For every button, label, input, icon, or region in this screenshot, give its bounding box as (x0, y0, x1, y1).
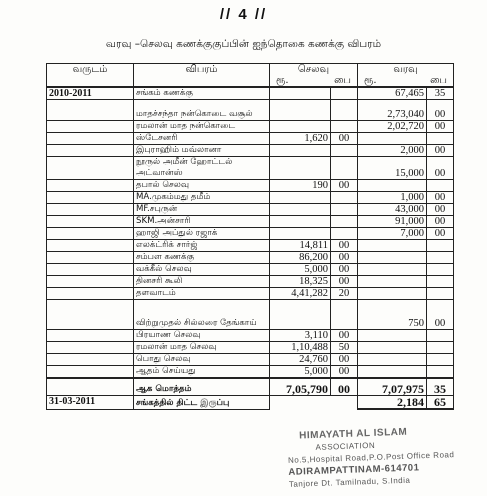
row-expense-rupees (270, 121, 331, 133)
ledger-row (47, 145, 454, 157)
ledger-row (47, 216, 454, 228)
row-income-rupees (358, 180, 427, 192)
balance-income-paise: 65 (427, 395, 454, 409)
stamp-line-1: HIMAYATH AL ISLAM (298, 426, 408, 442)
total-expense-paise: 00 (331, 378, 358, 395)
row-year (47, 192, 134, 204)
balance-date: 31-03-2011 (47, 395, 134, 409)
row-expense-paise: 00 (331, 276, 358, 288)
row-year (47, 252, 134, 264)
ledger-table (46, 63, 454, 410)
row-year (47, 330, 134, 342)
row-income-rupees: 2,73,040 (358, 100, 427, 121)
ledger-row (47, 354, 454, 366)
row-expense-paise (331, 87, 358, 100)
stamp-line-2: ASSOCIATION (315, 440, 376, 452)
row-description: MF.சபுருன் (134, 204, 270, 216)
row-expense-rupees (270, 157, 331, 180)
ledger-row (47, 264, 454, 276)
row-expense-paise (331, 145, 358, 157)
row-description: நூருல் அமீன் ஹோட்டல் அட்வான்ஸ் (134, 157, 270, 180)
row-expense-paise (331, 192, 358, 204)
row-income-paise (427, 342, 454, 354)
row-description: ரமலான் மாத நன்கொடை (134, 121, 270, 133)
row-year (47, 288, 134, 300)
header-income-paise: பை (430, 75, 447, 86)
row-expense-paise: 50 (331, 342, 358, 354)
header-income-label: வரவு (393, 64, 418, 75)
row-income-rupees (358, 133, 427, 145)
row-description: இபுராஹிம் மவ்லானா (134, 145, 270, 157)
ledger-row (47, 204, 454, 216)
total-income-paise: 35 (427, 378, 454, 395)
stamp-line-5: Tanjore Dt. Tamilnadu, S.India (288, 475, 411, 489)
ledger-row (47, 252, 454, 264)
row-expense-paise (331, 157, 358, 180)
row-expense-rupees: 5,000 (270, 264, 331, 276)
header-expense-rupees: ரூ. (276, 75, 289, 86)
ledger-row (47, 133, 454, 145)
row-description: தபால் செலவு (134, 180, 270, 192)
header-income-rupees: ரூ. (364, 75, 377, 86)
ledger-row (47, 121, 454, 133)
row-income-paise (427, 288, 454, 300)
row-expense-rupees (270, 216, 331, 228)
row-year (47, 366, 134, 379)
ledger-row (47, 300, 454, 330)
ledger-row (47, 330, 454, 342)
ledger-row (47, 342, 454, 354)
row-expense-paise (331, 121, 358, 133)
row-expense-rupees: 4,41,282 (270, 288, 331, 300)
ledger-body (47, 87, 454, 378)
row-income-rupees: 1,000 (358, 192, 427, 204)
total-expense-rupees: 7,05,790 (270, 378, 331, 395)
page-number: // 4 // (219, 6, 268, 23)
row-expense-rupees (270, 87, 331, 100)
row-income-rupees (358, 330, 427, 342)
ledger-row (47, 240, 454, 252)
row-income-paise (427, 330, 454, 342)
row-expense-paise: 00 (331, 330, 358, 342)
row-expense-paise (331, 228, 358, 240)
row-income-rupees: 2,000 (358, 145, 427, 157)
row-expense-rupees: 190 (270, 180, 331, 192)
balance-empty-1 (270, 395, 331, 409)
ledger-row (47, 87, 454, 100)
ledger-row (47, 100, 454, 121)
row-expense-rupees (270, 100, 331, 121)
row-income-paise (427, 180, 454, 192)
row-expense-paise: 00 (331, 133, 358, 145)
row-year (47, 133, 134, 145)
row-description: சங்கம் கணக்கு (134, 87, 270, 100)
row-income-paise: 00 (427, 121, 454, 133)
row-income-rupees (358, 252, 427, 264)
header-year: வருடம் (47, 64, 134, 88)
row-expense-paise: 00 (331, 180, 358, 192)
row-expense-paise (331, 216, 358, 228)
row-year (47, 300, 134, 330)
row-income-rupees (358, 276, 427, 288)
row-year (47, 216, 134, 228)
row-year (47, 342, 134, 354)
row-expense-paise: 20 (331, 288, 358, 300)
row-expense-rupees (270, 204, 331, 216)
row-income-paise: 00 (427, 300, 454, 330)
row-income-rupees: 2,02,720 (358, 121, 427, 133)
row-description: ஸ்டேசனரி (134, 133, 270, 145)
row-expense-rupees: 5,000 (270, 366, 331, 379)
row-income-paise: 00 (427, 228, 454, 240)
row-expense-rupees: 24,760 (270, 354, 331, 366)
row-description: சம்பள கணக்கு (134, 252, 270, 264)
row-expense-rupees: 1,10,488 (270, 342, 331, 354)
total-income-rupees: 7,07,975 (358, 378, 427, 395)
row-income-rupees: 15,000 (358, 157, 427, 180)
row-expense-rupees: 14,811 (270, 240, 331, 252)
row-income-paise (427, 264, 454, 276)
row-expense-rupees: 1,620 (270, 133, 331, 145)
row-description: தளவாடம் (134, 288, 270, 300)
row-income-paise (427, 354, 454, 366)
stamp-line-4: ADIRAMPATTINAM-614701 (288, 462, 420, 478)
row-description: விற்றுமுதல் சில்லரை தேங்காய் (134, 300, 270, 330)
row-year (47, 276, 134, 288)
row-income-paise: 00 (427, 157, 454, 180)
balance-row (47, 395, 454, 409)
ledger-row (47, 228, 454, 240)
ledger-row (47, 288, 454, 300)
row-expense-rupees (270, 228, 331, 240)
row-year (47, 354, 134, 366)
row-description: மாதச்சந்தா நன்கொடை வசூல் (134, 100, 270, 121)
row-expense-rupees: 18,325 (270, 276, 331, 288)
ledger-row (47, 192, 454, 204)
row-income-rupees (358, 240, 427, 252)
row-expense-paise: 00 (331, 366, 358, 379)
row-income-rupees: 91,000 (358, 216, 427, 228)
row-income-paise (427, 276, 454, 288)
row-income-rupees: 43,000 (358, 204, 427, 216)
row-expense-rupees: 86,200 (270, 252, 331, 264)
row-year (47, 228, 134, 240)
row-income-rupees (358, 366, 427, 379)
ledger-row (47, 157, 454, 180)
row-income-paise (427, 240, 454, 252)
header-expense-label: செலவு (297, 64, 330, 75)
row-income-paise (427, 366, 454, 379)
row-income-rupees: 67,465 (358, 87, 427, 100)
row-expense-paise: 00 (331, 252, 358, 264)
ledger-row (47, 180, 454, 192)
row-income-rupees (358, 288, 427, 300)
row-income-rupees (358, 354, 427, 366)
stamp-line-3: No.5,Hospital Road,P.O.Post Office Road (287, 450, 455, 465)
row-income-paise (427, 252, 454, 264)
row-year (47, 264, 134, 276)
row-description: பொது செலவு (134, 354, 270, 366)
total-row (47, 378, 454, 395)
row-year (47, 121, 134, 133)
row-expense-rupees (270, 145, 331, 157)
row-income-rupees (358, 342, 427, 354)
row-income-rupees: 750 (358, 300, 427, 330)
association-stamp (287, 425, 455, 491)
row-year (47, 204, 134, 216)
row-income-rupees (358, 264, 427, 276)
row-description: ஆதம் செய்யது (134, 366, 270, 379)
row-description: தினசரி கூலி (134, 276, 270, 288)
row-income-paise: 00 (427, 192, 454, 204)
row-description: ரமலான் மாத செலவு (134, 342, 270, 354)
page-title: வரவு –செலவு கணக்குகுப்பின் ஐந்தொகை கணக்கு விபரம் (105, 38, 382, 50)
row-expense-rupees (270, 192, 331, 204)
row-expense-paise: 00 (331, 240, 358, 252)
row-income-paise (427, 133, 454, 145)
row-income-paise: 00 (427, 204, 454, 216)
row-income-paise: 35 (427, 87, 454, 100)
header-details: விபரம் (134, 64, 270, 88)
row-year (47, 180, 134, 192)
header-expense-paise: பை (334, 75, 351, 86)
balance-label: சங்கத்தில் திட்ட இருப்பு (134, 395, 270, 409)
balance-empty-2 (331, 395, 358, 409)
row-year (47, 157, 134, 180)
row-description: SKM.அன்சாரி (134, 216, 270, 228)
total-year-cell (47, 378, 134, 395)
row-description: எலக்ட்ரிக் சார்ஜ் (134, 240, 270, 252)
row-expense-paise (331, 204, 358, 216)
row-income-rupees: 7,000 (358, 228, 427, 240)
row-year (47, 240, 134, 252)
row-year: 2010-2011 (47, 87, 134, 100)
row-year (47, 145, 134, 157)
row-income-paise: 00 (427, 216, 454, 228)
row-description: பிரயாண செலவு (134, 330, 270, 342)
balance-income-rupees: 2,184 (358, 395, 427, 409)
header-expense (270, 64, 358, 88)
row-year (47, 100, 134, 121)
row-expense-paise (331, 300, 358, 330)
row-description: வக்கீல் செலவு (134, 264, 270, 276)
total-label: ஆக மொத்தம் (134, 378, 270, 395)
row-expense-rupees (270, 300, 331, 330)
row-expense-paise: 00 (331, 354, 358, 366)
row-income-paise: 00 (427, 100, 454, 121)
header-income (358, 64, 454, 88)
ledger-row (47, 276, 454, 288)
row-expense-paise (331, 100, 358, 121)
row-expense-rupees: 3,110 (270, 330, 331, 342)
row-expense-paise: 00 (331, 264, 358, 276)
row-income-paise: 00 (427, 145, 454, 157)
row-description: ஹாஜி அப்துல் ரஜாக் (134, 228, 270, 240)
ledger-row (47, 366, 454, 379)
row-description: MA.முகம்மது தமீம் (134, 192, 270, 204)
